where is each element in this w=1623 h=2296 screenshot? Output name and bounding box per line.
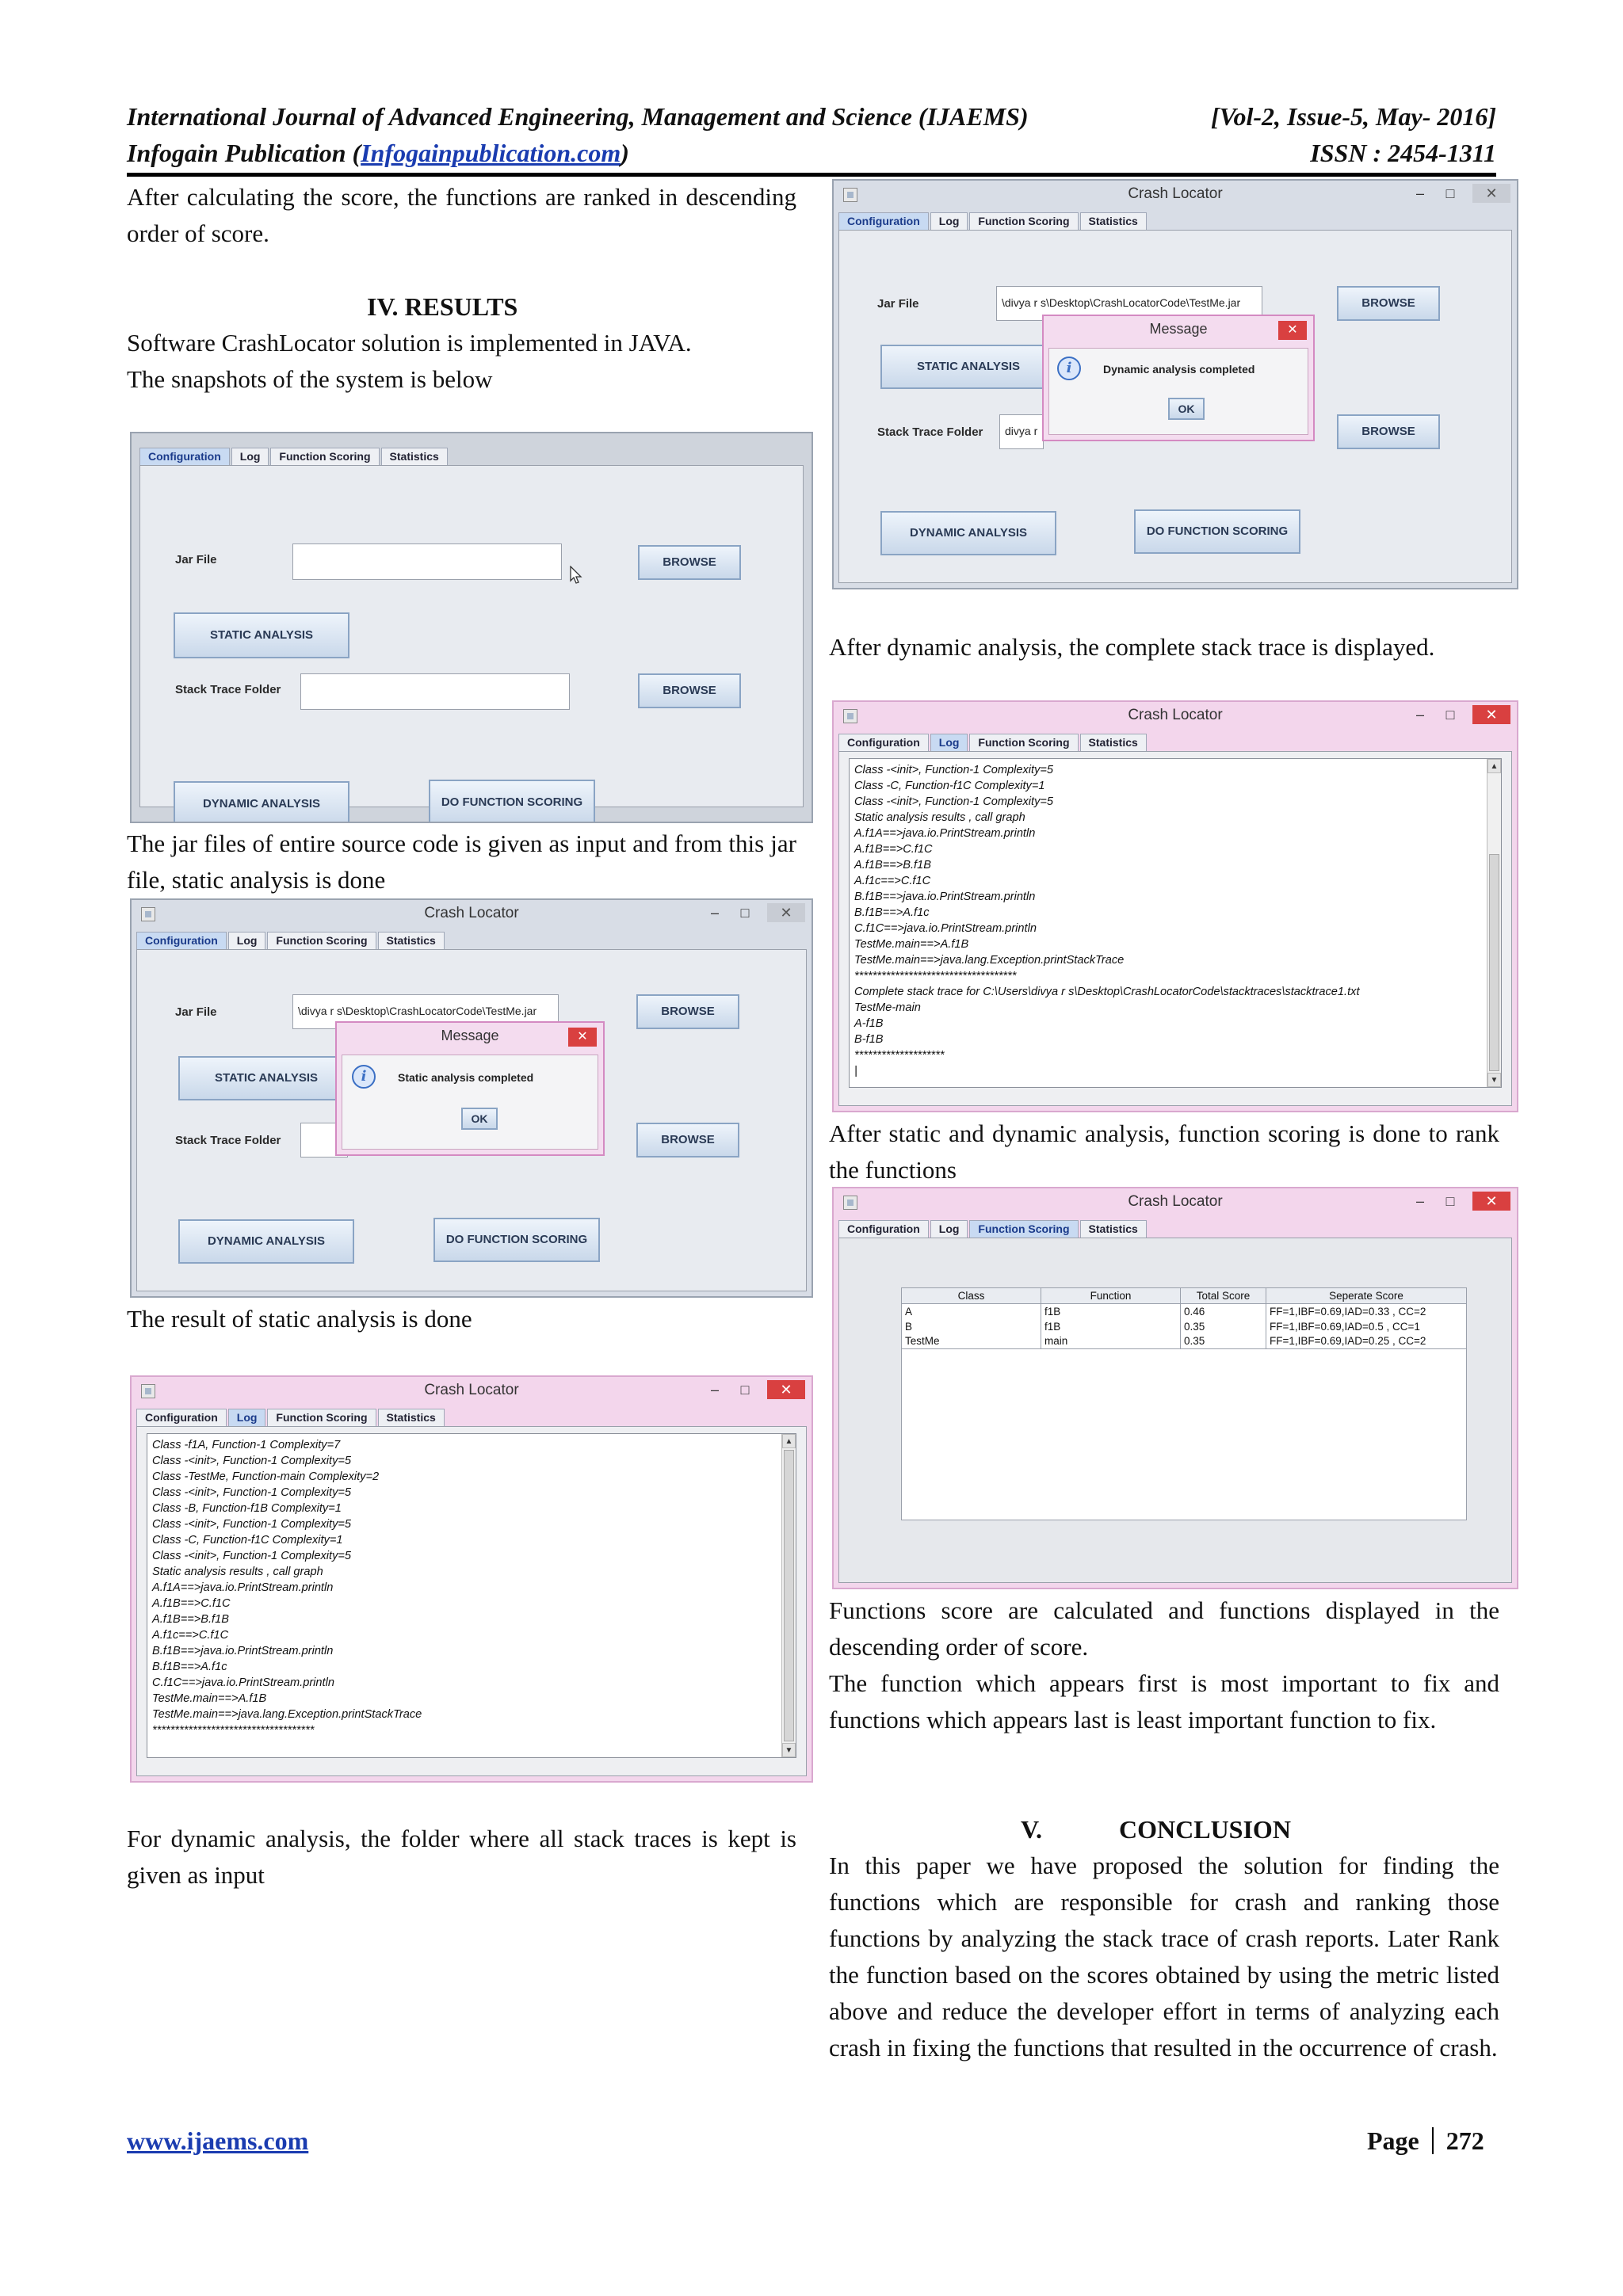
log-panel (838, 751, 1512, 1106)
window-title: Crash Locator (424, 1382, 519, 1398)
dialog-title: Message (441, 1028, 499, 1043)
maximize-button[interactable]: □ (1445, 707, 1455, 723)
tab-bar (838, 212, 1147, 230)
window-title: Crash Locator (1128, 185, 1223, 202)
header-rule (127, 173, 1496, 177)
info-icon: i (1057, 357, 1081, 380)
info-icon: i (352, 1065, 376, 1089)
browse-stack-button[interactable]: BROWSE (636, 1123, 739, 1158)
static-result-paragraph: The result of static analysis is done (127, 1305, 472, 1333)
tab-log[interactable]: Log (228, 932, 266, 949)
cell-function: f1B (1041, 1304, 1181, 1319)
jar-file-input[interactable]: \divya r s\Desktop\CrashLocatorCode\TestMe.jar (996, 286, 1262, 321)
tab-function-scoring[interactable]: Function Scoring (267, 1409, 376, 1426)
dynamic-log-line: B.f1B==>java.io.PrintStream.println (854, 891, 1036, 903)
table-row[interactable] (902, 1304, 1467, 1319)
dynamic-log-line: TestMe.main==>A.f1B (854, 938, 969, 951)
screenshot-configuration (130, 432, 813, 823)
tab-log[interactable]: Log (228, 1409, 266, 1426)
tab-bar (136, 932, 445, 949)
dynamic-input-paragraph: For dynamic analysis, the folder where all stack traces is kept is given as input (127, 1825, 796, 1889)
title-bar (834, 1188, 1517, 1219)
jar-file-label: Jar File (175, 1005, 217, 1019)
tab-statistics[interactable]: Statistics (378, 1409, 445, 1426)
static-analysis-button[interactable]: STATIC ANALYSIS (174, 612, 349, 658)
jar-file-label: Jar File (877, 297, 919, 311)
conclusion-heading: CONCLUSION (1119, 1815, 1291, 1844)
dialog-body (342, 1055, 598, 1150)
scroll-thumb[interactable] (784, 1450, 794, 1741)
tab-bar (136, 1409, 445, 1426)
maximize-button[interactable]: □ (740, 905, 750, 921)
static-log-line: A.f1B==>C.f1C (152, 1597, 231, 1610)
ranking-paragraph: The function which appears first is most important to fix and functions which appears last is least important function to fix. (829, 1669, 1499, 1733)
tab-statistics[interactable]: Statistics (1080, 1220, 1147, 1238)
do-function-scoring-button[interactable]: DO FUNCTION SCORING (1134, 509, 1300, 554)
screenshot-dynamic-completed (832, 179, 1518, 589)
maximize-button[interactable]: □ (1445, 185, 1455, 201)
window-title: Crash Locator (424, 905, 519, 921)
dynamic-log-line: A.f1A==>java.io.PrintStream.println (854, 827, 1036, 840)
minimize-button[interactable]: – (1415, 185, 1424, 201)
static-log-line: Static analysis results , call graph (152, 1566, 323, 1578)
score-table-header (902, 1288, 1467, 1304)
jar-file-input[interactable]: \divya r s\Desktop\CrashLocatorCode\TestMe.jar (292, 994, 559, 1029)
dynamic-log-line: Static analysis results , call graph (854, 811, 1025, 824)
configuration-panel (838, 230, 1512, 583)
static-log-line: Class -<init>, Function-1 Complexity=5 (152, 1486, 352, 1499)
tab-log[interactable]: Log (930, 212, 968, 230)
cell-seperate-score: FF=1,IBF=0.69,IAD=0.33 , CC=2 (1266, 1304, 1467, 1319)
dynamic-result-paragraph: After dynamic analysis, the complete stack trace is displayed. (829, 633, 1435, 661)
tab-bar (838, 734, 1147, 751)
screenshot-static-log (130, 1375, 813, 1783)
cell-function: f1B (1041, 1319, 1181, 1334)
message-dialog (335, 1021, 605, 1156)
cell-total-score: 0.35 (1181, 1334, 1266, 1349)
maximize-button[interactable]: □ (1445, 1193, 1455, 1209)
dynamic-log-lines (850, 762, 1501, 1079)
browse-stack-button[interactable]: BROWSE (638, 673, 741, 708)
cell-function: main (1041, 1334, 1181, 1349)
close-button[interactable]: ✕ (1472, 184, 1510, 203)
dialog-title: Message (1149, 321, 1208, 337)
static-log-line: Class -TestMe, Function-main Complexity=2 (152, 1470, 380, 1483)
log-scrollbar[interactable] (1487, 759, 1501, 1087)
static-log-line: ************************************ (152, 1724, 315, 1737)
ok-button[interactable]: OK (1168, 398, 1205, 420)
static-log-lines (147, 1437, 796, 1738)
static-log-line: A.f1c==>C.f1C (152, 1629, 229, 1642)
tab-function-scoring[interactable]: Function Scoring (969, 734, 1078, 751)
cell-class: B (902, 1319, 1041, 1334)
log-panel (136, 1426, 807, 1776)
static-log-line: Class -<init>, Function-1 Complexity=5 (152, 1550, 352, 1562)
window-title: Crash Locator (1128, 1193, 1223, 1210)
static-log-line: Class -<init>, Function-1 Complexity=5 (152, 1455, 352, 1467)
title-bar (834, 181, 1517, 211)
log-scrollbar[interactable] (781, 1434, 796, 1757)
page-number (1367, 2126, 1484, 2156)
dynamic-analysis-button[interactable]: DYNAMIC ANALYSIS (178, 1219, 354, 1264)
scoring-intro-paragraph: After static and dynamic analysis, function scoring is done to rank the functions (829, 1119, 1499, 1184)
dynamic-log-line: Class -C, Function-f1C Complexity=1 (854, 780, 1045, 792)
jar-file-input[interactable] (292, 543, 562, 580)
tab-configuration[interactable]: Configuration (139, 448, 230, 465)
dynamic-log-line: B-f1B (854, 1033, 884, 1046)
stack-trace-folder-label: Stack Trace Folder (175, 1134, 281, 1147)
tab-configuration[interactable]: Configuration (838, 1220, 929, 1238)
message-dialog (1042, 315, 1315, 441)
window-title: Crash Locator (1128, 707, 1223, 723)
scroll-down-icon[interactable]: ▼ (1487, 1073, 1501, 1087)
cell-seperate-score: FF=1,IBF=0.69,IAD=0.5 , CC=1 (1266, 1319, 1467, 1334)
close-button[interactable]: ✕ (767, 903, 805, 922)
dialog-message: Dynamic analysis completed (1103, 363, 1255, 376)
dynamic-log-line: A.f1B==>C.f1C (854, 843, 933, 856)
dynamic-log-line: Class -<init>, Function-1 Complexity=5 (854, 764, 1054, 776)
do-function-scoring-button[interactable]: DO FUNCTION SCORING (433, 1218, 600, 1262)
table-row[interactable] (902, 1334, 1467, 1349)
dialog-close-icon[interactable]: ✕ (568, 1028, 597, 1047)
close-button[interactable]: ✕ (1472, 1192, 1510, 1211)
minimize-button[interactable]: – (1415, 707, 1424, 723)
browse-jar-button[interactable]: BROWSE (638, 545, 741, 580)
minimize-button[interactable]: – (710, 1382, 719, 1398)
page-divider (1432, 2127, 1434, 2154)
cell-total-score: 0.46 (1181, 1304, 1266, 1319)
static-log-line: B.f1B==>A.f1c (152, 1661, 227, 1673)
title-bar (834, 702, 1517, 732)
volume-info: [Vol-2, Issue-5, May- 2016] (1211, 102, 1496, 131)
static-log-line: B.f1B==>java.io.PrintStream.println (152, 1645, 334, 1657)
score-table (901, 1287, 1467, 1349)
tab-function-scoring[interactable]: Function Scoring (969, 1220, 1078, 1238)
publisher-link[interactable]: Infogainpublication.com (361, 139, 621, 167)
dynamic-log-line: A.f1c==>C.f1C (854, 875, 931, 887)
scroll-thumb[interactable] (1489, 854, 1499, 1071)
dynamic-log-line: A.f1B==>B.f1B (854, 859, 931, 871)
scroll-up-icon[interactable]: ▲ (1487, 759, 1501, 773)
dynamic-log-textarea[interactable] (849, 758, 1502, 1088)
results-line2: The snapshots of the system is below (127, 365, 493, 393)
configuration-panel (136, 949, 807, 1291)
cell-total-score: 0.35 (1181, 1319, 1266, 1334)
static-log-line: A.f1B==>B.f1B (152, 1613, 229, 1626)
scores-paragraph: Functions score are calculated and functions displayed in the descending order of score. (829, 1596, 1499, 1661)
table-row[interactable] (902, 1319, 1467, 1334)
tab-statistics[interactable]: Statistics (381, 448, 448, 465)
ok-button[interactable]: OK (461, 1108, 498, 1130)
tab-log[interactable]: Log (930, 1220, 968, 1238)
screenshot-function-scoring (832, 1187, 1518, 1589)
screenshot-dynamic-log (832, 700, 1518, 1112)
conclusion-heading-number: V. (1021, 1815, 1042, 1844)
cell-seperate-score: FF=1,IBF=0.69,IAD=0.25 , CC=2 (1266, 1334, 1467, 1349)
mouse-pointer-icon (570, 566, 581, 583)
browse-jar-button[interactable]: BROWSE (636, 994, 739, 1029)
static-analysis-button[interactable]: STATIC ANALYSIS (880, 345, 1056, 389)
dynamic-log-line: B.f1B==>A.f1c (854, 906, 930, 919)
tab-function-scoring[interactable]: Function Scoring (969, 212, 1078, 230)
tab-configuration[interactable]: Configuration (838, 212, 929, 230)
browse-jar-button[interactable]: BROWSE (1337, 286, 1440, 321)
title-bar (132, 1377, 812, 1407)
dynamic-log-line: TestMe-main (854, 1001, 921, 1014)
issn: ISSN : 2454-1311 (1310, 139, 1496, 167)
dynamic-log-line: A-f1B (854, 1017, 884, 1030)
minimize-button[interactable]: – (1415, 1193, 1424, 1209)
column-header-class[interactable]: Class (902, 1288, 1041, 1304)
maximize-button[interactable]: □ (740, 1382, 750, 1398)
page-num-value: 272 (1445, 2126, 1484, 2155)
journal-title: International Journal of Advanced Engineering, Management and Science (IJAEMS) (127, 102, 1029, 131)
dynamic-analysis-button[interactable]: DYNAMIC ANALYSIS (174, 781, 349, 823)
conclusion-paragraph: In this paper we have proposed the solution for finding the functions which are responsible for crash and ranking those functions by analyzing the stack trace of crash reports. Later Rank the function based on the scores obtained by using the metric listed above and reduce the developer effort in terms of analyzing each crash in fixing the functions that resulted in the occurrence of crash. (829, 1852, 1499, 2061)
dynamic-log-line: C.f1C==>java.io.PrintStream.println (854, 922, 1037, 935)
dynamic-log-line: Complete stack trace for C:\Users\divya r s\Desktop\CrashLocatorCode\stacktraces\stacktrace1.txt (854, 986, 1360, 998)
publisher: Infogain Publication (Infogainpublication.com) (127, 139, 629, 167)
scroll-down-icon[interactable]: ▼ (782, 1743, 796, 1757)
results-heading: IV. RESULTS (367, 292, 518, 321)
cell-class: TestMe (902, 1334, 1041, 1349)
column-header-seperate-score[interactable]: Seperate Score (1266, 1288, 1467, 1304)
static-log-line: Class -C, Function-f1C Complexity=1 (152, 1534, 343, 1547)
function-scoring-panel (838, 1238, 1512, 1583)
dynamic-log-line: ************************************ (854, 970, 1017, 982)
static-log-line: TestMe.main==>java.lang.Exception.printStackTrace (152, 1708, 422, 1721)
static-log-textarea[interactable] (147, 1433, 796, 1758)
tab-bar (139, 448, 448, 465)
tab-function-scoring[interactable]: Function Scoring (270, 448, 379, 465)
static-log-line: A.f1A==>java.io.PrintStream.println (152, 1581, 334, 1594)
dynamic-log-line: TestMe.main==>java.lang.Exception.printStackTrace (854, 954, 1125, 967)
tab-statistics[interactable]: Statistics (378, 932, 445, 949)
static-log-line: TestMe.main==>A.f1B (152, 1692, 267, 1705)
stack-trace-folder-input[interactable]: divya r (999, 414, 1044, 449)
tab-configuration[interactable]: Configuration (838, 734, 929, 751)
dialog-message: Static analysis completed (398, 1071, 534, 1084)
static-log-line: Class -<init>, Function-1 Complexity=5 (152, 1518, 352, 1531)
title-bar (132, 900, 812, 930)
stack-trace-folder-input[interactable] (300, 673, 570, 710)
dynamic-log-line: Class -<init>, Function-1 Complexity=5 (854, 795, 1054, 808)
static-analysis-button[interactable]: STATIC ANALYSIS (178, 1056, 354, 1100)
dynamic-analysis-button[interactable]: DYNAMIC ANALYSIS (880, 511, 1056, 555)
dynamic-log-line: ******************** (854, 1049, 945, 1062)
dialog-body (1048, 348, 1308, 435)
static-log-line: C.f1C==>java.io.PrintStream.println (152, 1676, 334, 1689)
jar-file-label: Jar File (175, 553, 217, 566)
tab-statistics[interactable]: Statistics (1080, 734, 1147, 751)
static-log-line: Class -f1A, Function-1 Complexity=7 (152, 1439, 341, 1451)
tab-configuration[interactable]: Configuration (136, 1409, 227, 1426)
tab-log[interactable]: Log (231, 448, 269, 465)
tab-configuration[interactable]: Configuration (136, 932, 227, 949)
minimize-button[interactable]: – (710, 905, 719, 921)
column-header-total-score[interactable]: Total Score (1181, 1288, 1266, 1304)
results-line1: Software CrashLocator solution is implemented in JAVA. (127, 329, 692, 357)
column-header-function[interactable]: Function (1041, 1288, 1181, 1304)
do-function-scoring-button[interactable]: DO FUNCTION SCORING (429, 780, 595, 823)
stack-trace-folder-label: Stack Trace Folder (175, 683, 281, 696)
dialog-close-icon[interactable]: ✕ (1278, 321, 1307, 340)
dynamic-log-line: | (854, 1065, 857, 1077)
results-intro-paragraph: After calculating the score, the functions are ranked in descending order of score. (127, 183, 796, 247)
cell-class: A (902, 1304, 1041, 1319)
static-log-line: Class -B, Function-f1B Complexity=1 (152, 1502, 342, 1515)
stack-trace-folder-label: Stack Trace Folder (877, 425, 983, 439)
close-button[interactable]: ✕ (767, 1380, 805, 1399)
close-button[interactable]: ✕ (1472, 705, 1510, 724)
configuration-panel (139, 465, 804, 810)
tab-bar (838, 1220, 1147, 1238)
footer-website-link[interactable]: www.ijaems.com (127, 2126, 309, 2155)
tab-statistics[interactable]: Statistics (1080, 212, 1147, 230)
browse-stack-button[interactable]: BROWSE (1337, 414, 1440, 449)
tab-log[interactable]: Log (930, 734, 968, 751)
page-label: Page (1367, 2126, 1419, 2155)
jar-input-paragraph: The jar files of entire source code is given as input and from this jar file, static analysis is done (127, 830, 796, 894)
screenshot-static-completed (130, 898, 813, 1298)
scroll-up-icon[interactable]: ▲ (782, 1434, 796, 1448)
tab-function-scoring[interactable]: Function Scoring (267, 932, 376, 949)
